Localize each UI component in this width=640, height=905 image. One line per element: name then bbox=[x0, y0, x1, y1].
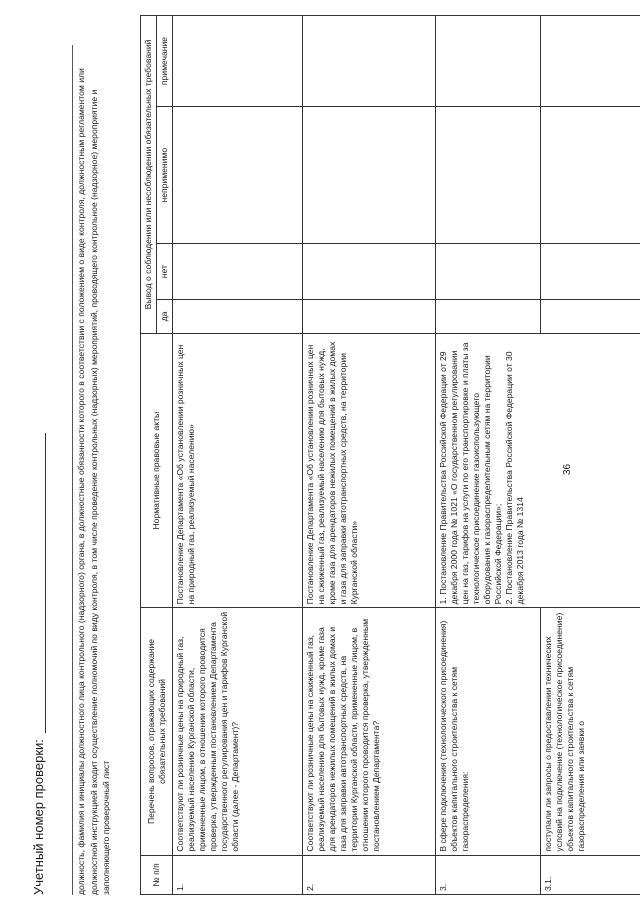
header-note: примечание bbox=[157, 16, 173, 107]
page-number: 36 bbox=[562, 463, 573, 475]
row-question: В сфере подключения (технологического присоединения) объектов капитального строительства к сетям газораспределения: bbox=[436, 608, 541, 855]
row-question: Соответствуют ли розничные цены на сжиженный газ, реализуемый населению для бытовых нужд, кроме газа для арендаторов нежилых помещений в жилых домах и газа для заправки автотранспортных средств, на территории Курганской области, примененные лицом, в отношении которого проводится проверка, утвержденным постановлением Департамента? bbox=[303, 608, 436, 855]
cell-yes[interactable] bbox=[436, 299, 541, 333]
cell-yes[interactable] bbox=[173, 299, 303, 333]
row-act: Постановление Департамента «Об установлении розничных цен на сжиженный газ, реализуемый населению для бытовых нужд, кроме газа для арендаторов нежилых помещений в жилых домах и газа для заправки автотранспортных средств, на территории Курганской области» bbox=[303, 333, 436, 607]
cell-not-applicable[interactable] bbox=[173, 107, 303, 244]
cell-no[interactable] bbox=[173, 244, 303, 300]
checklist-table bbox=[140, 15, 640, 895]
cell-not-applicable[interactable] bbox=[436, 107, 541, 244]
row-num: 3. bbox=[436, 855, 541, 894]
row-num: 1. bbox=[173, 855, 303, 894]
header-not-applicable: неприменимо bbox=[157, 107, 173, 244]
cell-no[interactable] bbox=[436, 244, 541, 300]
header-yes: да bbox=[157, 299, 173, 333]
cell-note[interactable] bbox=[541, 16, 640, 107]
cell-no[interactable] bbox=[303, 244, 436, 300]
row-num: 2. bbox=[303, 855, 436, 894]
header-num: № п/п bbox=[141, 855, 173, 894]
header-acts: Нормативные правовые акты bbox=[141, 333, 173, 607]
cell-note[interactable] bbox=[436, 16, 541, 107]
row-question: Соответствуют ли розничные цены на природный газ, реализуемый населению Курганской области, примененные лицом, в отношении которого проводится проверка, утвержденным постановлением Департамента государственного регулирования цен и тарифов Курганской области (далее - Департамент)? bbox=[173, 608, 303, 855]
header-conclusion: Вывод о соблюдении или несоблюдении обязательных требований bbox=[141, 16, 157, 334]
header-questions: Перечень вопросов, отражающих содержание обязательных требований bbox=[141, 608, 173, 855]
row-act: Постановление Департамента «Об установлении розничных цен на природный газ, реализуемый населению» bbox=[173, 333, 303, 607]
registration-number-field[interactable] bbox=[31, 433, 46, 733]
cell-note[interactable] bbox=[173, 16, 303, 107]
cell-not-applicable[interactable] bbox=[303, 107, 436, 244]
row-num: 3.1. bbox=[541, 855, 640, 894]
header-block bbox=[20, 15, 113, 895]
cell-note[interactable] bbox=[303, 16, 436, 107]
table-row bbox=[303, 16, 436, 895]
cell-yes[interactable] bbox=[303, 299, 436, 333]
table-row bbox=[173, 16, 303, 895]
table-row bbox=[436, 16, 541, 895]
row-act: 1. Постановление Правительства Российской Федерации от 29 декабря 2000 года № 1021 «О государственном регулировании цен на газ, тарифов на услуги по его транспортировке и платы за технологическое присоединение газоиспользующего оборудования к газораспределительным сетям на территории Российской Федерации»; 2. Постановление Правительства Российской Федерации от 30 декабря 2013 года № 1314 bbox=[436, 333, 640, 607]
cell-yes[interactable] bbox=[541, 299, 640, 333]
registration-line bbox=[20, 15, 46, 895]
header-no: нет bbox=[157, 244, 173, 300]
row-question: поступали ли запросы о предоставлении технических условий на подключение (технологическое присоединение) объектов капитального строительства к сетям газораспределения или заявки о bbox=[541, 608, 640, 855]
cell-not-applicable[interactable] bbox=[541, 107, 640, 244]
registration-label: Учетный номер проверки: bbox=[31, 739, 46, 895]
official-position-caption: должность, фамилия и инициалы должностного лица контрольного (надзорного) органа, в должностные обязанности которого в соответствии с положением о виде контроля, должностным регламентом или должностной инструкцией входит осуществление полномочий по виду контроля, в том числе проведение контрольных (надзорных) мероприятий, проводящего контрольное (надзорное) мероприятие и заполняющего проверочный лист bbox=[72, 45, 113, 895]
cell-no[interactable] bbox=[541, 244, 640, 300]
